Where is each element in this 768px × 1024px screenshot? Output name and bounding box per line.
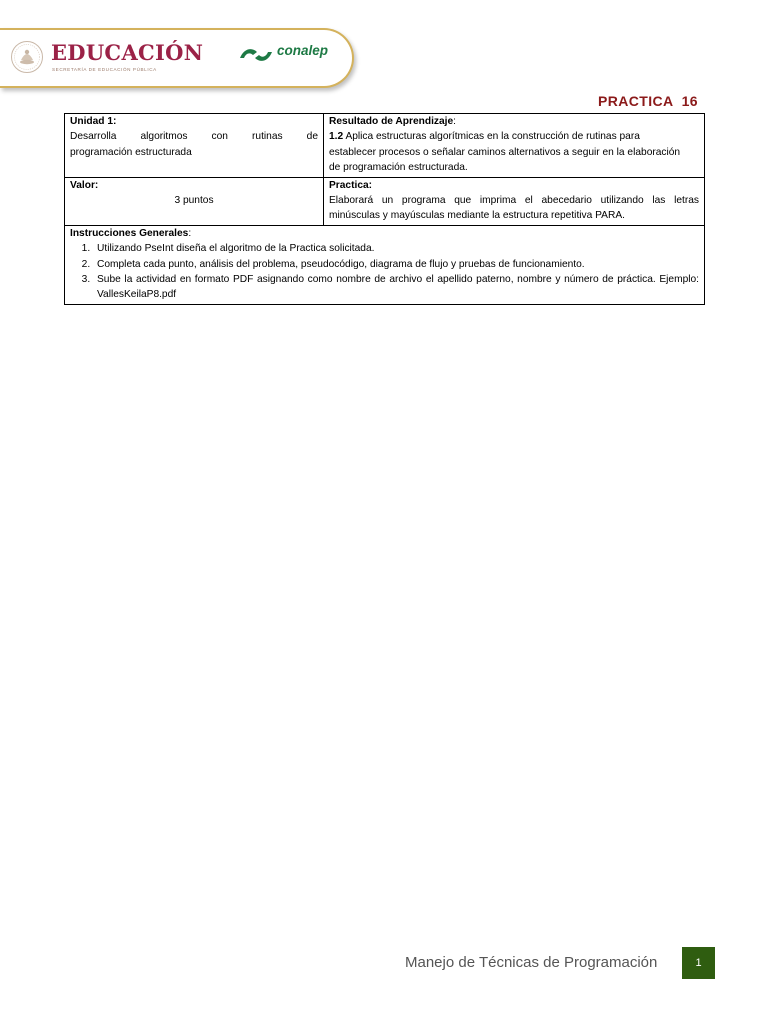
unit-cell bbox=[65, 114, 324, 178]
outcome-label: Resultado de Aprendizaje bbox=[329, 116, 454, 127]
outcome-number: 1.2 bbox=[329, 131, 344, 143]
page-number: 1 bbox=[682, 947, 715, 979]
practice-cell bbox=[324, 177, 705, 225]
table-row bbox=[65, 177, 705, 225]
practice-label: Practica: bbox=[329, 179, 373, 191]
instructions-header bbox=[70, 226, 699, 241]
value-cell bbox=[65, 177, 324, 225]
outcome-header bbox=[329, 114, 699, 129]
instructions-label-suffix: : bbox=[188, 227, 192, 239]
value-label: Valor: bbox=[70, 179, 99, 191]
practice-info-table bbox=[64, 113, 705, 305]
table-row bbox=[65, 225, 705, 304]
instructions-list bbox=[70, 241, 699, 303]
mexican-seal-icon bbox=[10, 40, 44, 74]
course-title: Manejo de Técnicas de Programación bbox=[405, 954, 658, 971]
unit-label: Unidad 1: bbox=[70, 116, 117, 127]
unit-text-line2: programación estructurada bbox=[70, 146, 192, 158]
table-row bbox=[65, 114, 705, 178]
outcome-body bbox=[329, 129, 699, 175]
practice-text: Elaborará un programa que imprima el abecedario utilizando las letras minúsculas y mayúsculas mediante la estructura repetitiva PARA. bbox=[329, 195, 699, 222]
instructions-label: Instrucciones Generales bbox=[70, 227, 189, 239]
conalep-logo-icon bbox=[238, 43, 274, 67]
outcome-text: Aplica estructuras algorítmicas en la construcción de rutinas para establecer procesos o señalar caminos alternativos a seguir en la elaboración de programación estructurada. bbox=[329, 131, 681, 174]
outcome-cell bbox=[324, 114, 705, 178]
unit-text-line1: Desarrolla algoritmos con rutinas de bbox=[70, 131, 318, 143]
outcome-label-suffix: : bbox=[453, 116, 457, 127]
education-title: EDUCACIÓN bbox=[51, 40, 204, 65]
instructions-cell bbox=[65, 225, 705, 304]
value-text: 3 puntos bbox=[174, 195, 214, 207]
list-item: 2. Completa cada punto, análisis del problema, pseudocódigo, diagrama de flujo y pruebas de funcionamiento. bbox=[93, 257, 699, 272]
list-item: 3. Sube la actividad en formato PDF asignando como nombre de archivo el apellido paterno, nombre y número de práctica. Ejemplo: VallesKeilaP8.pdf bbox=[93, 272, 699, 303]
education-subtitle: SECRETARÍA DE EDUCACIÓN PÚBLICA bbox=[52, 67, 157, 72]
conalep-name: conalep bbox=[277, 43, 329, 58]
list-item: 1. Utilizando PseInt diseña el algoritmo de la Practica solicitada. bbox=[93, 241, 699, 256]
practice-title: PRACTICA 16 bbox=[598, 93, 698, 109]
